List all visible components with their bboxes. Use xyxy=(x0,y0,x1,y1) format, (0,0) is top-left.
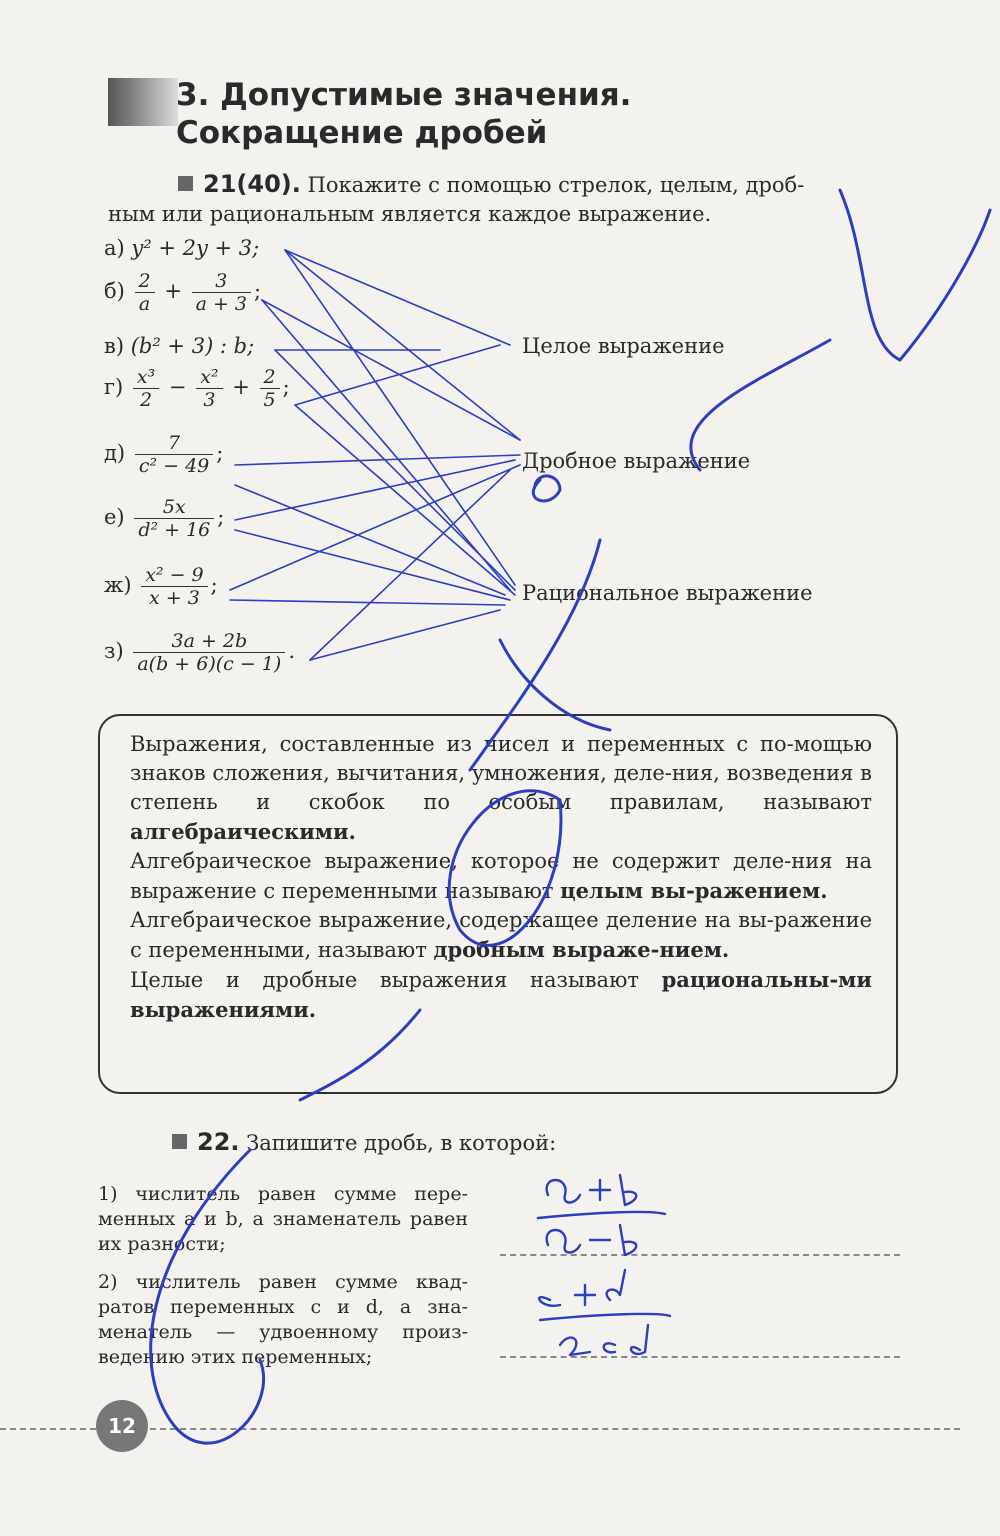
section-title: 3. Допустимые значения. Сокращение дробей xyxy=(176,77,632,151)
bleed-through-text xyxy=(880,110,886,131)
expr-zh: ж) $\frac{\text{x² − 9}}{x + 3}$ ; xyxy=(104,564,218,609)
footer-rule-right xyxy=(150,1428,960,1430)
target-whole: Целое выражение xyxy=(522,334,725,358)
answer-line-2 xyxy=(500,1356,900,1358)
expr-a: а) y² + 2y + 3; xyxy=(104,236,260,260)
task-text-cont: ным или рациональным является каждое выражение. xyxy=(108,202,712,226)
task-22-sub-1: 1) числитель равен сумме пере-менных a и b, а знаменатель равен их разности; xyxy=(98,1183,468,1255)
task-marker-icon xyxy=(172,1134,187,1149)
page-number: 12 xyxy=(96,1400,148,1452)
target-rational: Рациональное выражение xyxy=(522,581,813,605)
expr-g: г) $\frac{\text{x³}}{2}$ − $\frac{\text{x²}}{3}$ + $\frac{2}{5}$ ; xyxy=(104,366,290,411)
task-21-header xyxy=(178,170,908,199)
section-title-bar xyxy=(108,78,178,126)
rule-box-text: Выражения, составленные из чисел и переменных с по-мощью знаков сложения, вычитания, умножения, деле-ния, возведения в степень и скобок по особым правилам, называют алгебраическими. Алгебраическое выражение, которое не содержит деле-ния на выражение с переменными называют целым вы-ражением. Алгебраическое выражение, содержащее деление на вы-ражение с переменными, называют дробным выраже-нием. Целые и дробные выражения называют рациональны-ми выражениями. xyxy=(130,732,872,1022)
answer-handwriting xyxy=(538,1175,670,1355)
expr-z: з) $\frac{3a + 2b}{a(b + 6)(c - 1)}$ . xyxy=(104,630,295,675)
task-marker-icon xyxy=(178,176,193,191)
matching-arrows xyxy=(230,250,520,660)
task-number: 21(40). xyxy=(203,170,301,198)
footer-rule-left xyxy=(0,1428,96,1430)
expr-v: в) (b² + 3) : b; xyxy=(104,334,255,358)
answer-line-1 xyxy=(500,1254,900,1256)
task-22-sub-2: 2) числитель равен сумме квад-ратов переменных c и d, а зна-менатель — удвоенному произ-ведению этих переменных; xyxy=(98,1271,468,1368)
expr-e: е) $\frac{5x}{\text{d² + 16}}$ ; xyxy=(104,496,225,541)
task-22-header: 22. Запишите дробь, в которой: xyxy=(172,1128,556,1156)
expr-b: б) $\frac{2}{a}$ + $\frac{3}{a + 3}$ ; xyxy=(104,270,262,315)
target-fractional: Дробное выражение xyxy=(522,449,751,473)
task-text: Покажите с помощью стрелок, целым, дроб- xyxy=(307,173,805,197)
expr-d: д) $\frac{7}{\text{c² − 49}}$ ; xyxy=(104,432,224,477)
